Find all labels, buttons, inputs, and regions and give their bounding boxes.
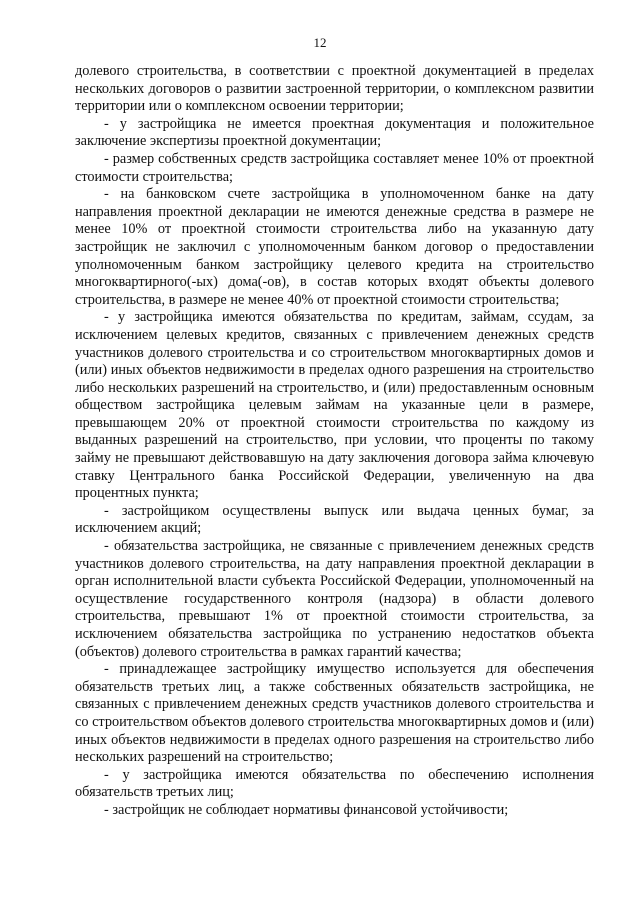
paragraph-continuation: долевого строительства, в соответствии с проектной документацией в пределах нескольких договоров о развитии застроенной территории, о комплексном развитии территории или о комплексном освоении территории; (75, 63, 594, 115)
paragraph-third-party-obligations: - у застройщика имеются обязательства по обеспечению исполнения обязательств третьих лиц; (75, 766, 594, 801)
paragraph-loan-obligations: - у застройщика имеются обязательства по кредитам, займам, ссудам, за исключением целевых кредитов, связанных с привлечением денежных средств участников долевого строительства и со строительством многоквартирных домов и (или) иных объектов недвижимости в пределах одного разрешения на строительство либо нескольких разрешений на строительство, и (или) предоставленным основным обществом застройщика целевым займам на указанные цели в размере, превышающем 20% от проектной стоимости строительства по каждому из выданных разрешений на строительство, при условии, что проценты по такому займу не превышают действовавшую на дату заключения договора займа ключевую ставку Центрального банка Российской Федерации, увеличенную на два процентных пункта; (75, 309, 594, 502)
paragraph-bank-account: - на банковском счете застройщика в уполномоченном банке на дату направления проектной декларации не имеются денежные средства в размере не менее 10% от проектной стоимости строительства либо на указанную дату застройщик не заключил с уполномоченным банком договор о предоставлении уполномоченным банком застройщику целевого кредита на строительство многоквартирного(-ых) дома(-ов), в состав которых входят объекты долевого строительства, в размере не менее 40% от проектной стоимости строительства; (75, 186, 594, 308)
paragraph-developer-obligations: - обязательства застройщика, не связанные с привлечением денежных средств участников долевого строительства, на дату направления проектной декларации в орган исполнительной власти субъекта Российской Федерации, уполномоченный на осуществление государственного контроля (надзора) в области долевого строительства, превышают 1% от проектной стоимости строительства, за исключением обязательства застройщика по устранению недостатков объекта (объектов) долевого строительства в рамках гарантий качества; (75, 538, 594, 660)
paragraph-financial-stability: - застройщик не соблюдает нормативы финансовой устойчивости; (104, 801, 509, 818)
paragraph-securities: - застройщиком осуществлены выпуск или выдача ценных бумаг, за исключением акций; (75, 502, 594, 537)
paragraph-property-pledge: - принадлежащее застройщику имущество используется для обеспечения обязательств третьих лиц, а также собственных обязательств застройщика, не связанных с привлечением денежных средств участников долевого строительства и со строительством объектов долевого строительства многоквартирных домов и (или) иных объектов недвижимости в пределах одного разрешения на строительство либо нескольких разрешений на строительство; (75, 661, 594, 766)
paragraph-project-documentation: - у застройщика не имеется проектная документация и положительное заключение экспертизы проектной документации; (75, 115, 594, 150)
paragraph-own-funds: - размер собственных средств застройщика составляет менее 10% от проектной стоимости строительства; (75, 150, 594, 185)
page-number: 12 (313, 35, 327, 50)
document-body (75, 63, 594, 820)
